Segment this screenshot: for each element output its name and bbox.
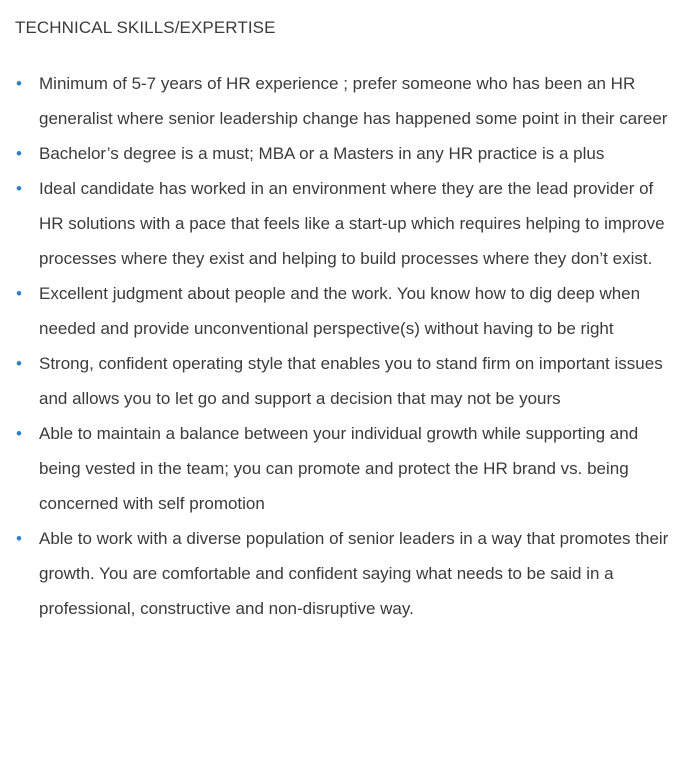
section-title: TECHNICAL SKILLS/EXPERTISE	[15, 18, 276, 37]
bullet-icon: •	[16, 424, 22, 443]
bullet-icon: •	[16, 354, 22, 373]
list-item	[15, 276, 680, 346]
list-item	[15, 416, 680, 521]
list-item	[15, 171, 680, 276]
bullet-icon: •	[16, 144, 22, 163]
list-item-text: Excellent judgment about people and the work. You know how to dig deep when needed and provide unconventional perspective(s) without having to be right	[39, 284, 641, 338]
list-item	[15, 66, 680, 136]
bullet-icon: •	[16, 529, 22, 548]
list-item	[15, 136, 680, 171]
list-item	[15, 521, 680, 626]
list-item-text: Able to work with a diverse population of senior leaders in a way that promotes their growth. You are comfortable and confident saying what needs to be said in a professional, constructive and non-disruptive way.	[39, 529, 669, 618]
list-item	[15, 346, 680, 416]
list-item-text: Bachelor’s degree is a must; MBA or a Masters in any HR practice is a plus	[39, 144, 605, 163]
bullet-icon: •	[16, 284, 22, 303]
list-item-text: Ideal candidate has worked in an environment where they are the lead provider of HR solutions with a pace that feels like a start-up which requires helping to improve processes where they exist and helping to build processes where they don’t exist.	[39, 179, 665, 268]
list-item-text: Able to maintain a balance between your individual growth while supporting and being vested in the team; you can promote and protect the HR brand vs. being concerned with self promotion	[39, 424, 639, 513]
list-item-text: Minimum of 5-7 years of HR experience ; prefer someone who has been an HR generalist where senior leadership change has happened some point in their career	[39, 74, 668, 128]
list-item-text: Strong, confident operating style that enables you to stand firm on important issues and allows you to let go and support a decision that may not be yours	[39, 354, 663, 408]
bullet-icon: •	[16, 179, 22, 198]
skills-list	[15, 66, 680, 626]
bullet-icon: •	[16, 74, 22, 93]
